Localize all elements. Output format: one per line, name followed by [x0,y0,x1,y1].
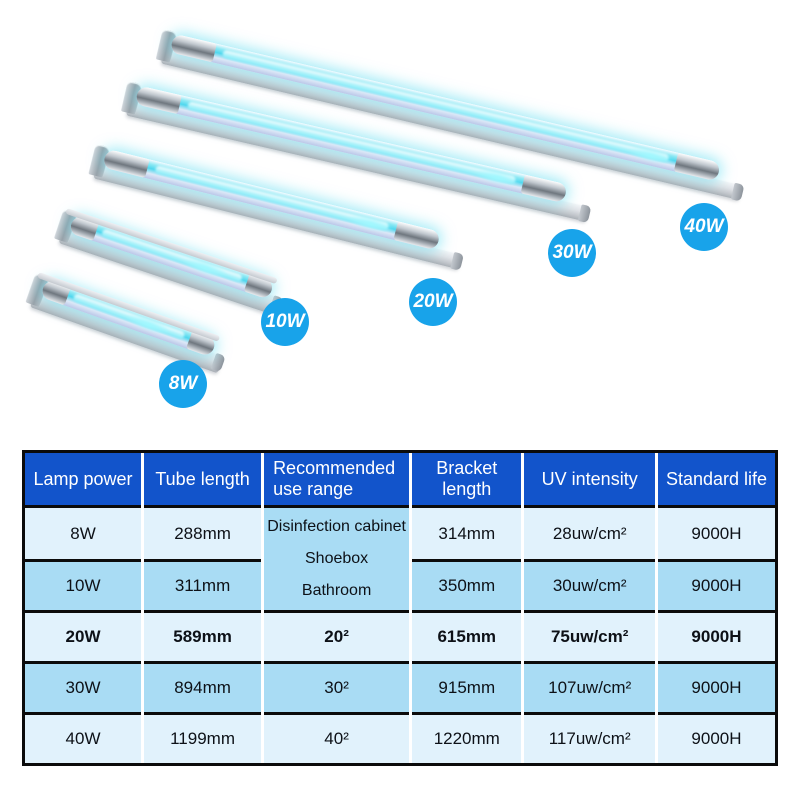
use-range-line: Bathroom [301,582,372,599]
header-tube-length: Tube length [144,453,261,508]
cell-life-30w: 9000H [658,661,775,712]
cell-bracket-8w: 314mm [412,508,521,559]
header-bracket-length: Bracket length [412,453,521,508]
cell-power-20w: 20W [25,610,141,661]
cell-bracket-20w: 615mm [412,610,521,661]
cell-power-10w: 10W [25,559,141,610]
cell-power-8w: 8W [25,508,141,559]
cell-bracket-40w: 1220mm [412,712,521,763]
badge-8w: 8W [159,360,207,408]
cell-life-40w: 9000H [658,712,775,763]
cell-uv-8w: 28uw/cm² [524,508,655,559]
cell-life-8w: 9000H [658,508,775,559]
cell-length-8w: 288mm [144,508,261,559]
header-standard-life: Standard life [658,453,775,508]
cell-uv-40w: 117uw/cm² [524,712,655,763]
cell-uv-10w: 30uw/cm² [524,559,655,610]
cell-uv-20w: 75uw/cm² [524,610,655,661]
header-uv-intensity: UV intensity [524,453,655,508]
cell-range-20w: 20² [264,610,409,661]
cell-range-40w: 40² [264,712,409,763]
badge-40w: 40W [680,203,728,251]
cell-range-30w: 30² [264,661,409,712]
uv-tube [68,215,274,300]
cell-bracket-10w: 350mm [412,559,521,610]
cell-power-40w: 40W [25,712,141,763]
spec-table [22,450,778,766]
cell-life-10w: 9000H [658,559,775,610]
cell-bracket-30w: 915mm [412,661,521,712]
badge-20w: 20W [409,278,457,326]
cell-life-20w: 9000H [658,610,775,661]
cell-uv-30w: 107uw/cm² [524,661,655,712]
cell-length-30w: 894mm [144,661,261,712]
header-lamp-power: Lamp power [25,453,141,508]
cell-recommended-use-range [264,508,409,610]
use-range-line: Disinfection cabinet [267,518,406,535]
badge-10w: 10W [261,298,309,346]
badge-30w: 30W [548,229,596,277]
header-recommended-use-range: Recommended use range [264,453,409,508]
cell-length-20w: 589mm [144,610,261,661]
cell-length-10w: 311mm [144,559,261,610]
use-range-line: Shoebox [305,550,369,567]
cell-power-30w: 30W [25,661,141,712]
cell-length-40w: 1199mm [144,712,261,763]
